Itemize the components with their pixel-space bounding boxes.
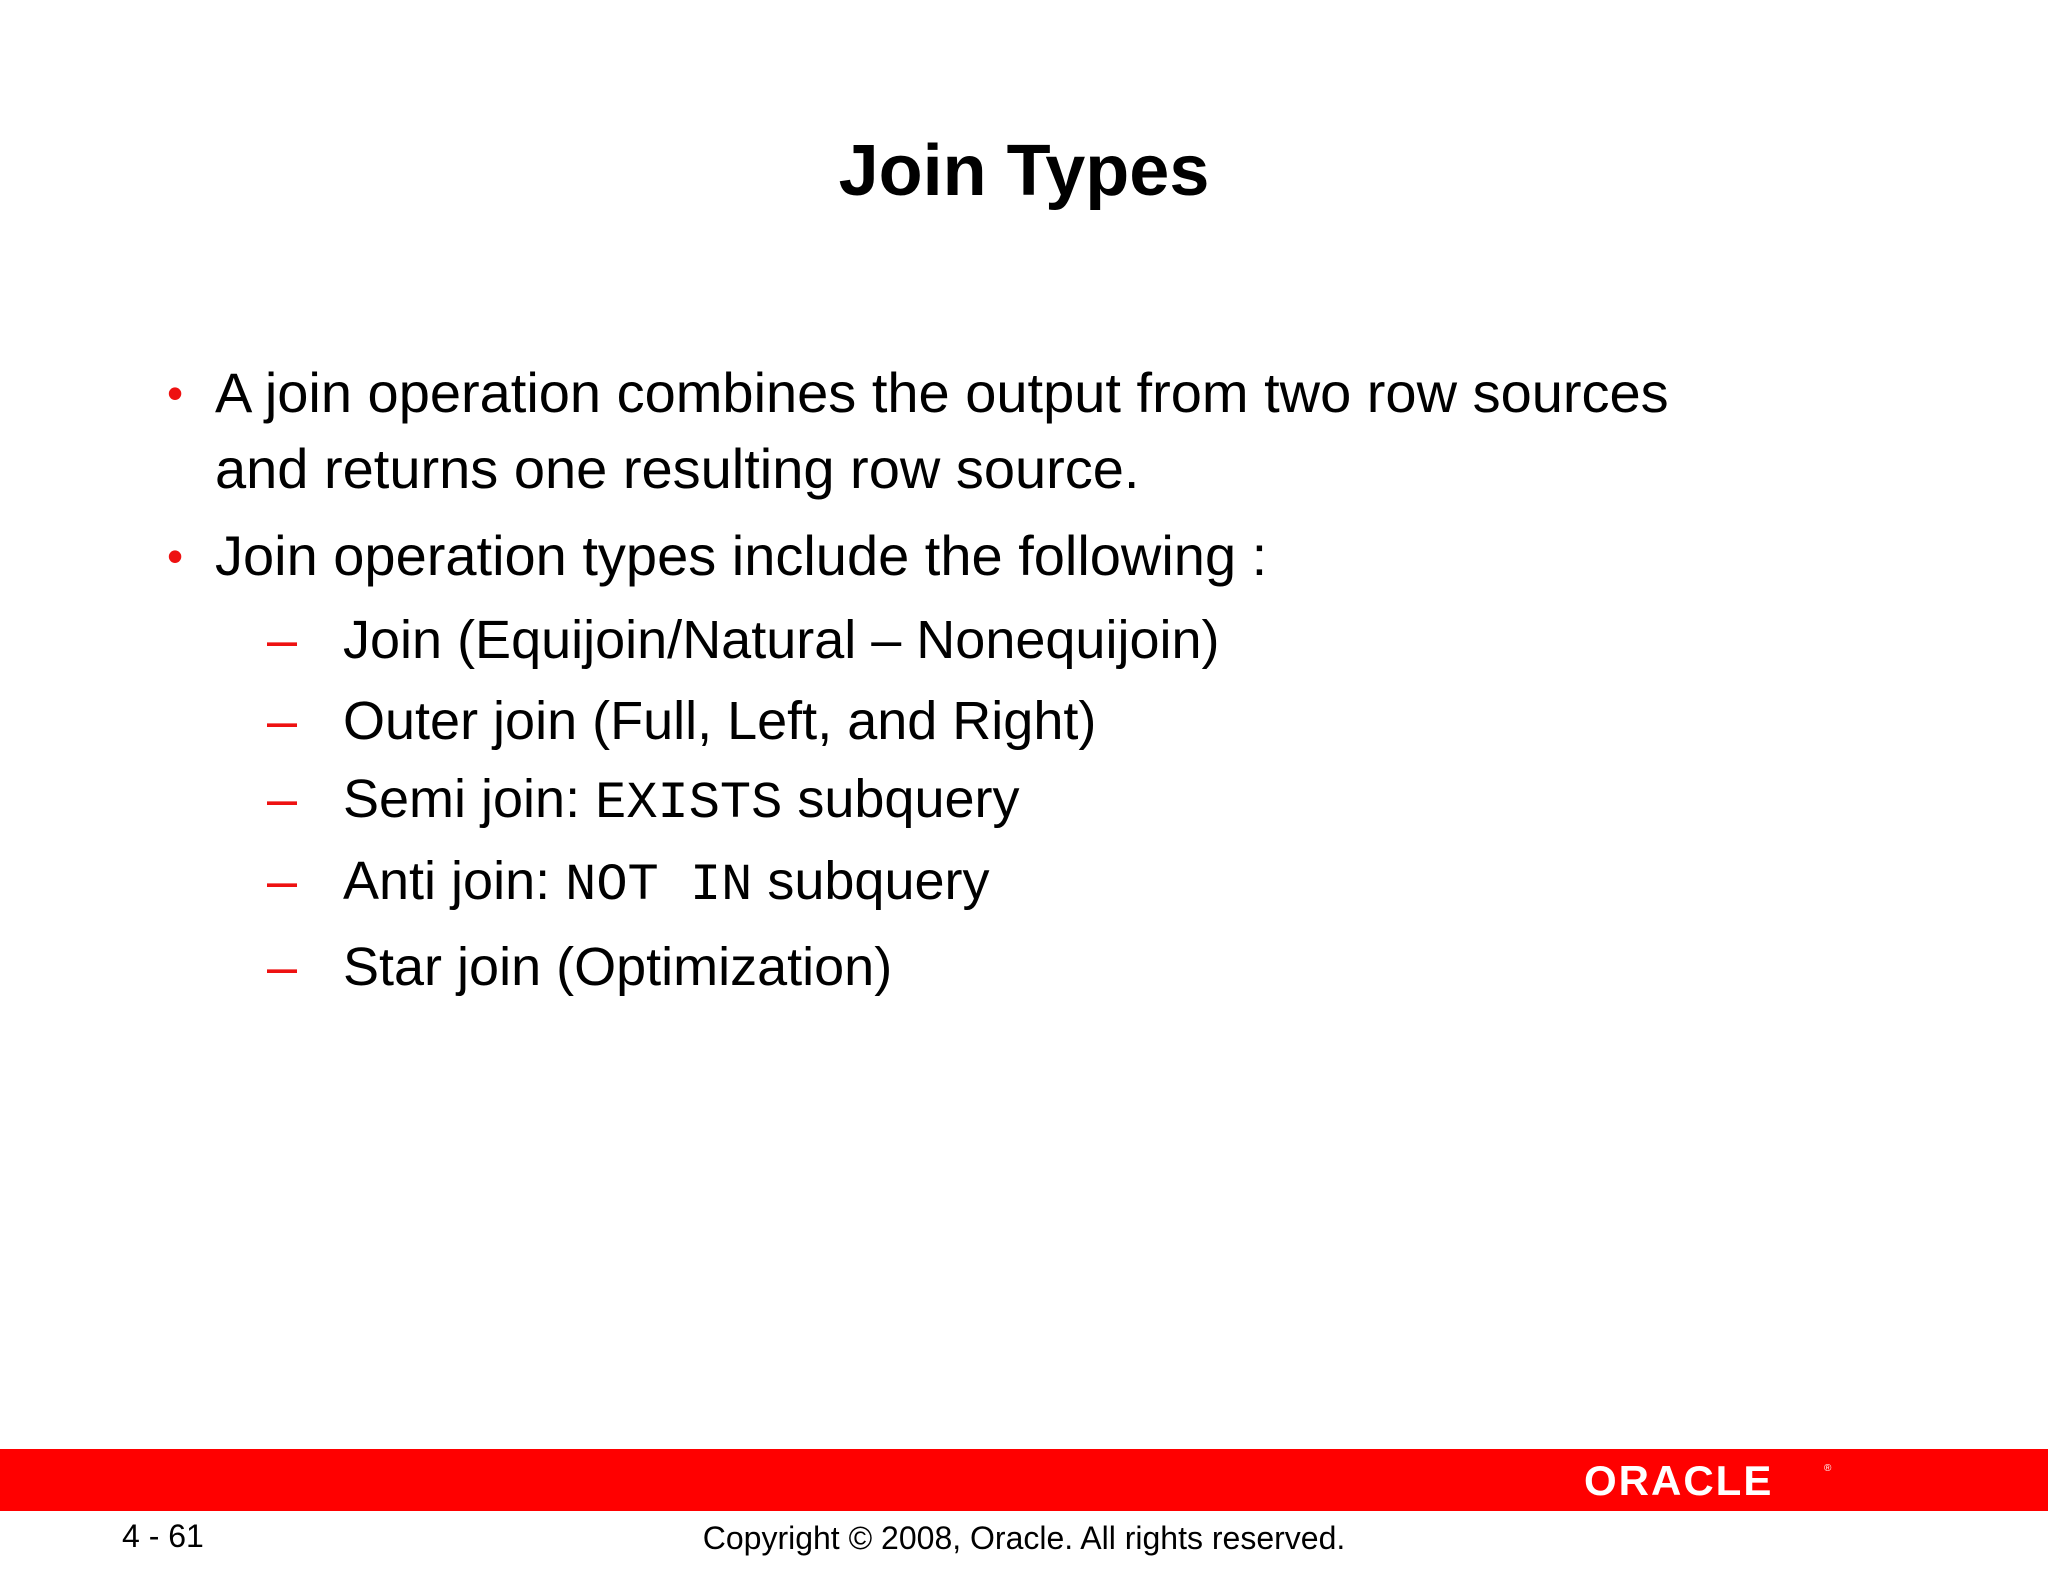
sub-item-outer-join (267, 686, 1843, 756)
sub-item-prefix: Semi join: (343, 769, 596, 829)
code-keyword-not-in: NOT IN (565, 856, 753, 915)
page-number: 4 - 61 (122, 1518, 204, 1554)
oracle-logo-icon (1584, 1457, 1834, 1501)
sub-item-star-join (267, 932, 1843, 1002)
bullet-text-line-1: A join operation combines the output from two row sources (215, 361, 1669, 424)
sub-item-semi-join (267, 764, 1843, 839)
dash-marker: – (267, 769, 298, 829)
bullet-marker: • (167, 530, 184, 582)
sub-item-suffix: subquery (752, 851, 990, 911)
bullet-text-line-1: Join operation types include the following : (215, 524, 1268, 587)
sub-item-anti-join (267, 846, 1843, 921)
svg-text:®: ® (1824, 1463, 1832, 1474)
sub-item-text: Join (Equijoin/Natural – Nonequijoin) (343, 610, 1220, 670)
bullet-text-line-2: and returns one resulting row source. (215, 437, 1140, 500)
bullet-item-join-operation (167, 355, 1915, 507)
bullet-item-join-types (167, 518, 1915, 594)
sub-item-suffix: subquery (782, 769, 1020, 829)
sub-item-prefix: Anti join: (343, 851, 566, 911)
oracle-logo-text: ORACLE (1584, 1457, 1774, 1501)
dash-marker: – (267, 937, 298, 997)
bullet-marker: • (167, 367, 184, 419)
dash-marker: – (267, 691, 298, 751)
footer-red-band (0, 1449, 2048, 1511)
code-keyword-exists: EXISTS (595, 774, 783, 833)
copyright-notice: Copyright © 2008, Oracle. All rights reserved. (702, 1520, 1346, 1556)
slide-title: Join Types (838, 131, 1210, 211)
sub-item-join (267, 605, 1843, 675)
dash-marker: – (267, 851, 298, 911)
sub-item-text: Star join (Optimization) (343, 937, 893, 997)
dash-marker: – (267, 610, 298, 670)
sub-item-text: Outer join (Full, Left, and Right) (343, 691, 1097, 751)
